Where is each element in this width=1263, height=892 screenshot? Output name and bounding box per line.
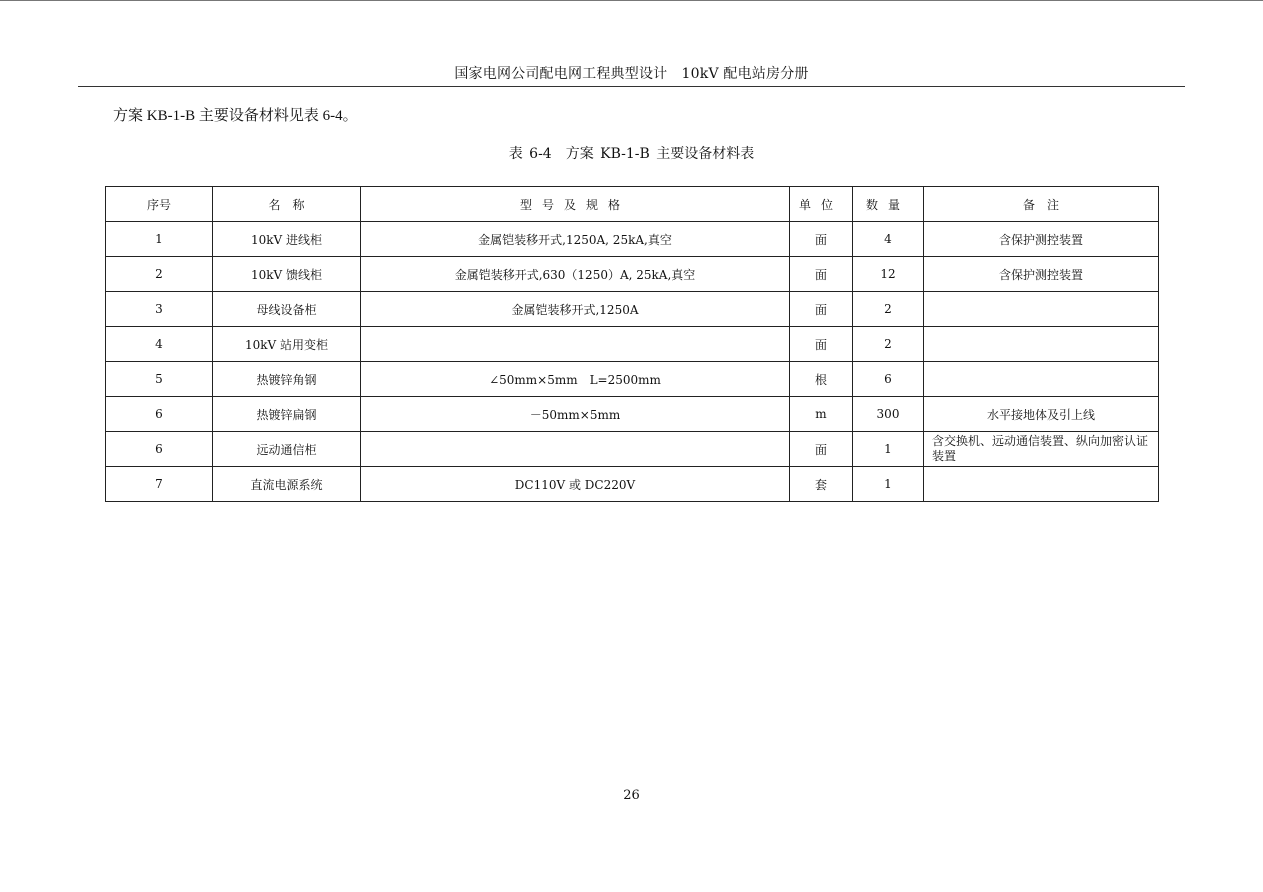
- cell-name: 母线设备柜: [213, 292, 361, 327]
- header-unit: 单位: [790, 187, 853, 222]
- equipment-table: [105, 186, 1159, 502]
- cell-remarks: 含保护测控装置: [924, 222, 1159, 257]
- cell-unit: 根: [790, 362, 853, 397]
- cell-name: 10kV 站用变柜: [213, 327, 361, 362]
- cell-index: 6: [106, 432, 213, 467]
- cell-spec: ∠50mm×5mm L=2500mm: [361, 362, 790, 397]
- table-header-row: [106, 187, 1159, 222]
- cell-remarks: [924, 292, 1159, 327]
- cell-unit: m: [790, 397, 853, 432]
- cell-unit: 面: [790, 257, 853, 292]
- table-row: [106, 362, 1159, 397]
- cell-index: 6: [106, 397, 213, 432]
- cell-unit: 面: [790, 432, 853, 467]
- table-row: [106, 327, 1159, 362]
- cell-index: 3: [106, 292, 213, 327]
- table-row: [106, 222, 1159, 257]
- cell-index: 1: [106, 222, 213, 257]
- cell-quantity: 1: [853, 467, 924, 502]
- table-row: [106, 292, 1159, 327]
- cell-quantity: 2: [853, 292, 924, 327]
- cell-spec: 金属铠装移开式,630（1250）A, 25kA,真空: [361, 257, 790, 292]
- cell-name: 热镀锌扁钢: [213, 397, 361, 432]
- cell-spec: 金属铠装移开式,1250A: [361, 292, 790, 327]
- top-border-line: [0, 0, 1263, 1]
- cell-index: 5: [106, 362, 213, 397]
- cell-unit: 套: [790, 467, 853, 502]
- cell-index: 2: [106, 257, 213, 292]
- header-spec: 型号及规格: [361, 187, 790, 222]
- cell-name: 远动通信柜: [213, 432, 361, 467]
- table-row: [106, 257, 1159, 292]
- cell-remarks: 含交换机、远动通信装置、纵向加密认证装置: [924, 432, 1159, 467]
- cell-name: 10kV 进线柜: [213, 222, 361, 257]
- cell-quantity: 2: [853, 327, 924, 362]
- cell-quantity: 300: [853, 397, 924, 432]
- cell-spec: －50mm×5mm: [361, 397, 790, 432]
- cell-quantity: 4: [853, 222, 924, 257]
- page-number: 26: [623, 788, 640, 803]
- cell-quantity: 1: [853, 432, 924, 467]
- cell-unit: 面: [790, 222, 853, 257]
- cell-name: 直流电源系统: [213, 467, 361, 502]
- cell-name: 10kV 馈线柜: [213, 257, 361, 292]
- table-row: [106, 397, 1159, 432]
- header-remarks: 备 注: [924, 187, 1159, 222]
- cell-quantity: 6: [853, 362, 924, 397]
- cell-remarks: 水平接地体及引上线: [924, 397, 1159, 432]
- table-body: [106, 222, 1159, 502]
- cell-spec: 金属铠装移开式,1250A, 25kA,真空: [361, 222, 790, 257]
- cell-spec: [361, 327, 790, 362]
- cell-quantity: 12: [853, 257, 924, 292]
- table-caption: 表 6-4 方案 KB-1-B 主要设备材料表: [508, 146, 755, 162]
- table-row: [106, 432, 1159, 467]
- cell-remarks: 含保护测控装置: [924, 257, 1159, 292]
- header-quantity: 数量: [853, 187, 924, 222]
- cell-spec: DC110V 或 DC220V: [361, 467, 790, 502]
- running-header: 国家电网公司配电网工程典型设计 10kV 配电站房分册: [454, 66, 809, 82]
- cell-remarks: [924, 362, 1159, 397]
- cell-index: 4: [106, 327, 213, 362]
- cell-unit: 面: [790, 327, 853, 362]
- header-index: 序号: [106, 187, 213, 222]
- header-rule: [78, 86, 1185, 87]
- cell-index: 7: [106, 467, 213, 502]
- table-row: [106, 467, 1159, 502]
- cell-spec: [361, 432, 790, 467]
- intro-paragraph: 方案 KB-1-B 主要设备材料见表 6-4。: [113, 108, 358, 124]
- cell-unit: 面: [790, 292, 853, 327]
- cell-remarks: [924, 327, 1159, 362]
- cell-name: 热镀锌角钢: [213, 362, 361, 397]
- cell-remarks: [924, 467, 1159, 502]
- header-name: 名 称: [213, 187, 361, 222]
